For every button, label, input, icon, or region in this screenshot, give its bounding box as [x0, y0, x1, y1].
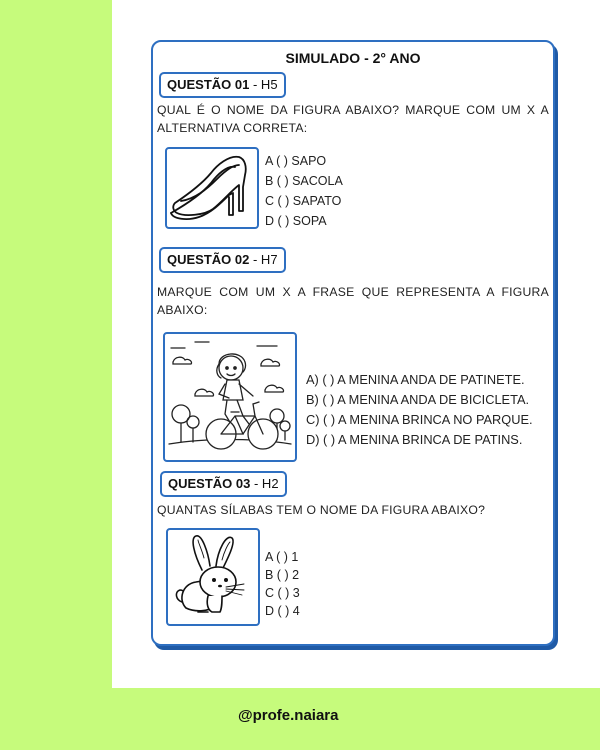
question-1-label: [159, 72, 286, 98]
question-1-prompt-line-2: ALTERNATIVA CORRETA:: [157, 121, 308, 135]
option-b[interactable]: B ( ) 2: [265, 568, 300, 582]
question-2-number: QUESTÃO 02: [167, 252, 250, 267]
question-2-prompt-line-2: ABAIXO:: [157, 303, 208, 317]
option-b[interactable]: B) ( ) A MENINA ANDA DE BICICLETA.: [306, 392, 530, 407]
option-c[interactable]: C ( ) 3: [265, 586, 300, 600]
question-3-prompt: [157, 501, 549, 519]
question-1-skill: - H5: [252, 77, 278, 92]
question-2-label: [159, 247, 286, 273]
question-2-prompt-line-1: MARQUE COM UM X A FRASE QUE REPRESENTA A FIGURA: [157, 285, 549, 299]
high-heel-shoe-icon: [167, 149, 257, 227]
rabbit-image: [166, 528, 260, 626]
option-c[interactable]: C) ( ) A MENINA BRINCA NO PARQUE.: [306, 412, 533, 427]
option-b[interactable]: B ( ) SACOLA: [265, 174, 343, 188]
girl-riding-bicycle-icon: [165, 334, 295, 460]
option-d[interactable]: D ( ) 4: [265, 604, 300, 618]
question-3-options: [265, 548, 300, 620]
question-1-prompt-line-1: QUAL É O NOME DA FIGURA ABAIXO? MARQUE COM UM X A: [157, 103, 549, 117]
question-3-label: [160, 471, 287, 497]
question-1-number: QUESTÃO 01: [167, 77, 250, 92]
option-d[interactable]: D ( ) SOPA: [265, 214, 327, 228]
question-2-prompt: [157, 283, 549, 319]
option-a[interactable]: A ( ) 1: [265, 550, 299, 564]
worksheet-title: SIMULADO - 2° ANO: [285, 50, 421, 66]
question-2-skill: - H7: [252, 252, 278, 267]
author-handle: @profe.naiara: [238, 707, 339, 724]
girl-bicycle-image: [163, 332, 297, 462]
question-3-number: QUESTÃO 03: [168, 476, 251, 491]
question-3-prompt-line-1: QUANTAS SÍLABAS TEM O NOME DA FIGURA ABAIXO?: [157, 503, 486, 517]
option-a[interactable]: A ( ) SAPO: [265, 154, 327, 168]
option-d[interactable]: D) ( ) A MENINA BRINCA DE PATINS.: [306, 432, 523, 447]
option-a[interactable]: A) ( ) A MENINA ANDA DE PATINETE.: [306, 372, 525, 387]
option-c[interactable]: C ( ) SAPATO: [265, 194, 342, 208]
question-1-prompt: [157, 101, 549, 137]
shoe-image: [165, 147, 259, 229]
question-1-options: [265, 151, 343, 231]
question-2-options: [306, 370, 533, 450]
rabbit-icon: [168, 530, 258, 624]
question-3-skill: - H2: [253, 476, 279, 491]
